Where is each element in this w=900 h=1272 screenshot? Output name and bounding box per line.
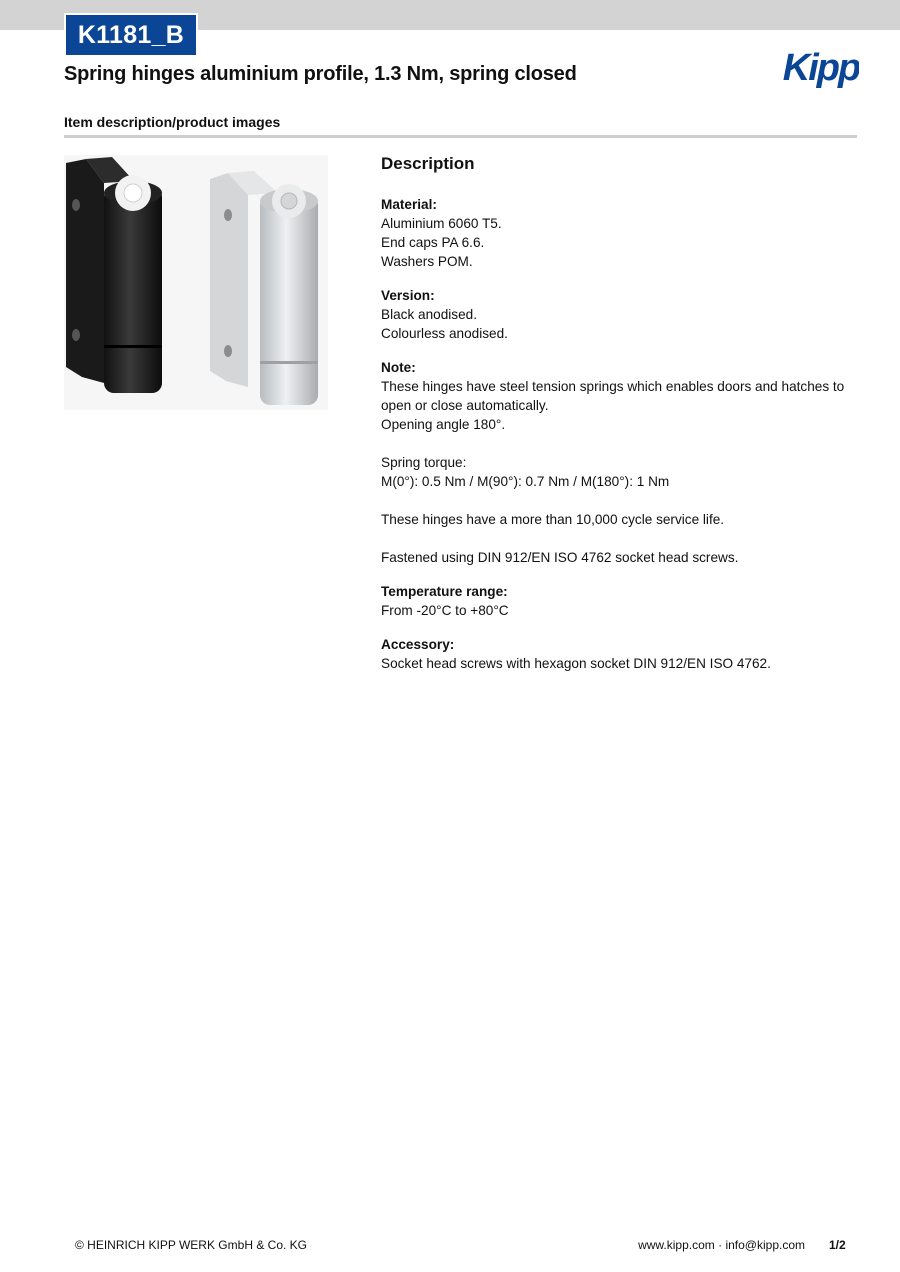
version-line: Black anodised. [381, 307, 477, 322]
material-line: Washers POM. [381, 254, 473, 269]
accessory-label: Accessory: [381, 637, 455, 652]
note-text: Fastened using DIN 912/EN ISO 4762 socket head screws. [381, 550, 739, 565]
description-heading: Description [381, 154, 475, 173]
accessory-block [381, 635, 861, 673]
note-label: Note: [381, 360, 416, 375]
page-title: Spring hinges aluminium profile, 1.3 Nm, spring closed [64, 63, 577, 85]
temperature-block [381, 582, 861, 620]
temperature-value: From -20°C to +80°C [381, 603, 509, 618]
note-text: Opening angle 180°. [381, 417, 506, 432]
note-block [381, 358, 861, 567]
version-label: Version: [381, 288, 435, 303]
footer-page-number: 1/2 [829, 1238, 846, 1252]
black-hinge [66, 157, 162, 393]
note-text: M(0°): 0.5 Nm / M(90°): 0.7 Nm / M(180°): 1 Nm [381, 474, 670, 489]
material-label: Material: [381, 197, 437, 212]
material-line: Aluminium 6060 T5. [381, 216, 502, 231]
description-panel [381, 153, 861, 688]
version-line: Colourless anodised. [381, 326, 508, 341]
note-text: These hinges have steel tension springs which enables doors and hatches to open or close automatically. [381, 379, 845, 413]
section-label: Item description/product images [64, 114, 281, 130]
item-code-badge: K1181_B [64, 13, 198, 57]
accessory-value: Socket head screws with hexagon socket DIN 912/EN ISO 4762. [381, 656, 771, 671]
material-block [381, 195, 861, 271]
logo-text: Kipp [783, 47, 859, 89]
note-text: These hinges have a more than 10,000 cycle service life. [381, 512, 725, 527]
temperature-label: Temperature range: [381, 584, 508, 599]
footer-copyright: © HEINRICH KIPP WERK GmbH & Co. KG [75, 1238, 307, 1252]
footer-contact: www.kipp.com · info@kipp.com [638, 1238, 805, 1252]
note-text: Spring torque: [381, 455, 467, 470]
version-block [381, 286, 861, 343]
section-divider [64, 135, 857, 138]
silver-hinge [210, 171, 318, 405]
product-image [64, 155, 328, 410]
material-line: End caps PA 6.6. [381, 235, 485, 250]
kipp-logo [783, 38, 859, 92]
